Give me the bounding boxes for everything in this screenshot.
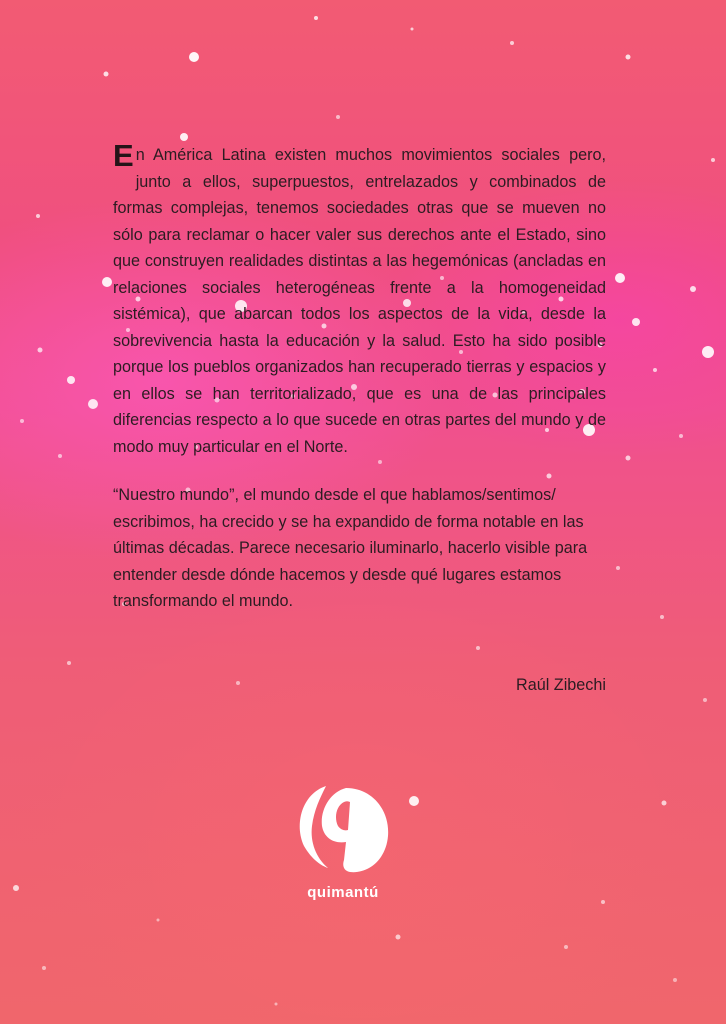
paragraph-1 [113, 138, 606, 460]
quimantu-logo-icon [292, 780, 392, 876]
back-cover-text [113, 138, 606, 615]
publisher-name: quimantú [307, 884, 379, 901]
drop-cap: E [113, 138, 134, 173]
author-signature: Raúl Zibechi [516, 676, 606, 694]
paragraph-2: “Nuestro mundo”, el mundo desde el que hablamos/sentimos/ escribimos, ha crecido y se ha expandido de forma notable en las últimas décadas. Parece necesario iluminarlo, hacerlo visible para entender desde dónde hacemos y desde qué lugares estamos transformando el mundo. [113, 486, 588, 610]
paragraph-1-text: n América Latina existen muchos movimientos sociales pero, junto a ellos, superpuestos, entrelazados y combinados de formas complejas, tenemos sociedades otras que se mueven no sólo para reclamar o hacer valer sus derechos ante el Estado, sino que construyen realidades distintas a las hegemónicas (ancladas en relaciones sociales heterogéneas frente a la homogeneidad sistémica), que abarcan todos los aspectos de la vida, desde la sobrevivencia hasta la educación y la salud. Esto ha sido posible porque los pueblos organizados han recuperado tierras y espacios y en ellos se han territorializado, que es una de las principales diferencias respecto a lo que sucede en otras partes del mundo y de modo muy particular en el Norte. [113, 146, 606, 456]
